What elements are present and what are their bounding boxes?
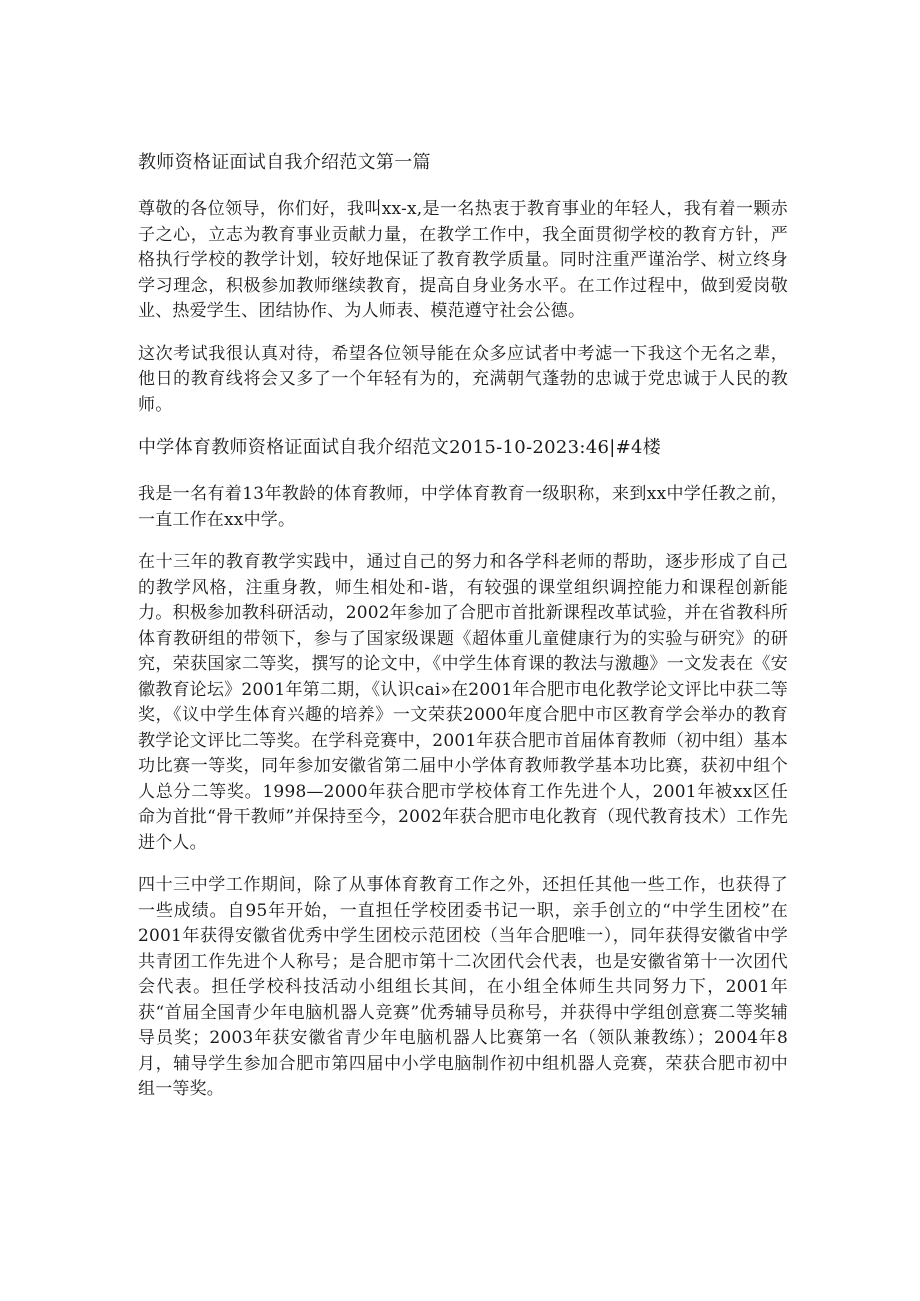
paragraph-teaching-achievements: 在十三年的教育教学实践中，通过自己的努力和各学科老师的帮助，逐步形成了自己的教学风格，注重身教，师生相处和-谐，有较强的课堂组织调控能力和课程创新能力。积极参加教科研活动，2002年参加了合肥市首批新课程改革试验，并在省教科所体育教研组的带领下，参与了国家级课题《超体重儿童健康行为的实验与研究》的研究，荣获国家二等奖，撰写的论文中，《中学生体育课的教法与激趣》一文发表在《安徽教育论坛》2001年第二期，《认识cai»在2001年合肥市电化教学论文评比中获二等奖，《议中学生体育兴趣的培养》一文荣获2000年度合肥中市区教育学会举办的教育教学论文评比二等奖。在学科竞赛中，2001年获合肥市首届体育教师（初中组）基本功比赛一等奖，同年参加安徽省第二届中小学体育教师教学基本功比赛，获初中组个人总分二等奖。1998—2000年获合肥市学校体育工作先进个人，2001年被xx区任命为首批“骨干教师”并保持至今，2002年获合肥市电化教育（现代教育技术）工作先进个人。 bbox=[138, 552, 788, 853]
document-title: 教师资格证面试自我介绍范文第一篇 bbox=[138, 152, 431, 173]
paragraph-pe-teacher-intro: 我是一名有着13年教龄的体育教师，中学体育教育一级职称，来到xx中学任教之前，一直工作在xx中学。 bbox=[138, 484, 788, 530]
paragraph-other-work: 四十三中学工作期间，除了从事体育教育工作之外，还担任其他一些工作，也获得了一些成绩。自95年开始，一直担任学校团委书记一职，亲手创立的“中学生团校”在2001年获得安徽省优秀中学生团校示范团校（当年合肥唯一），同年获得安徽省中学共青团工作先进个人称号；是合肥市第十二次团代会代表，也是安徽省第十一次团代会代表。担任学校科技活动小组组长其间，在小组全体师生共同努力下，2001年获“首届全国青少年电脑机器人竞赛”优秀辅导员称号，并获得中学组创意赛二等奖辅导员奖；2003年获安徽省青少年电脑机器人比赛第一名（领队兼教练）；2004年8月，辅导学生参加合肥市第四届中小学电脑制作初中组机器人竞赛，荣获合肥市初中组一等奖。 bbox=[138, 875, 788, 1099]
paragraph-exam-attitude: 这次考试我很认真对待，希望各位领导能在众多应试者中考滤一下我这个无名之辈，他日的教育线将会又多了一个年轻有为的，充满朝气蓬勃的忠诚于党忠诚于人民的教师。 bbox=[138, 343, 788, 415]
section-subtitle: 中学体育教师资格证面试自我介绍范文2015-10-2023:46|#4楼 bbox=[138, 437, 662, 458]
paragraph-self-intro: 尊敬的各位领导，你们好，我叫xx-x,是一名热衷于教育事业的年轻人，我有着一颗赤子之心，立志为教育事业贡献力量，在教学工作中，我全面贯彻学校的教育方针，严格执行学校的教学计划，较好地保证了教育教学质量。同时注重严谨治学、树立终身学习理念，积极参加教师继续教育，提高自身业务水平。在工作过程中，做到爱岗敬业、热爱学生、团结协作、为人师表、模范遵守社会公德。 bbox=[138, 199, 788, 321]
document-page bbox=[138, 150, 788, 1120]
